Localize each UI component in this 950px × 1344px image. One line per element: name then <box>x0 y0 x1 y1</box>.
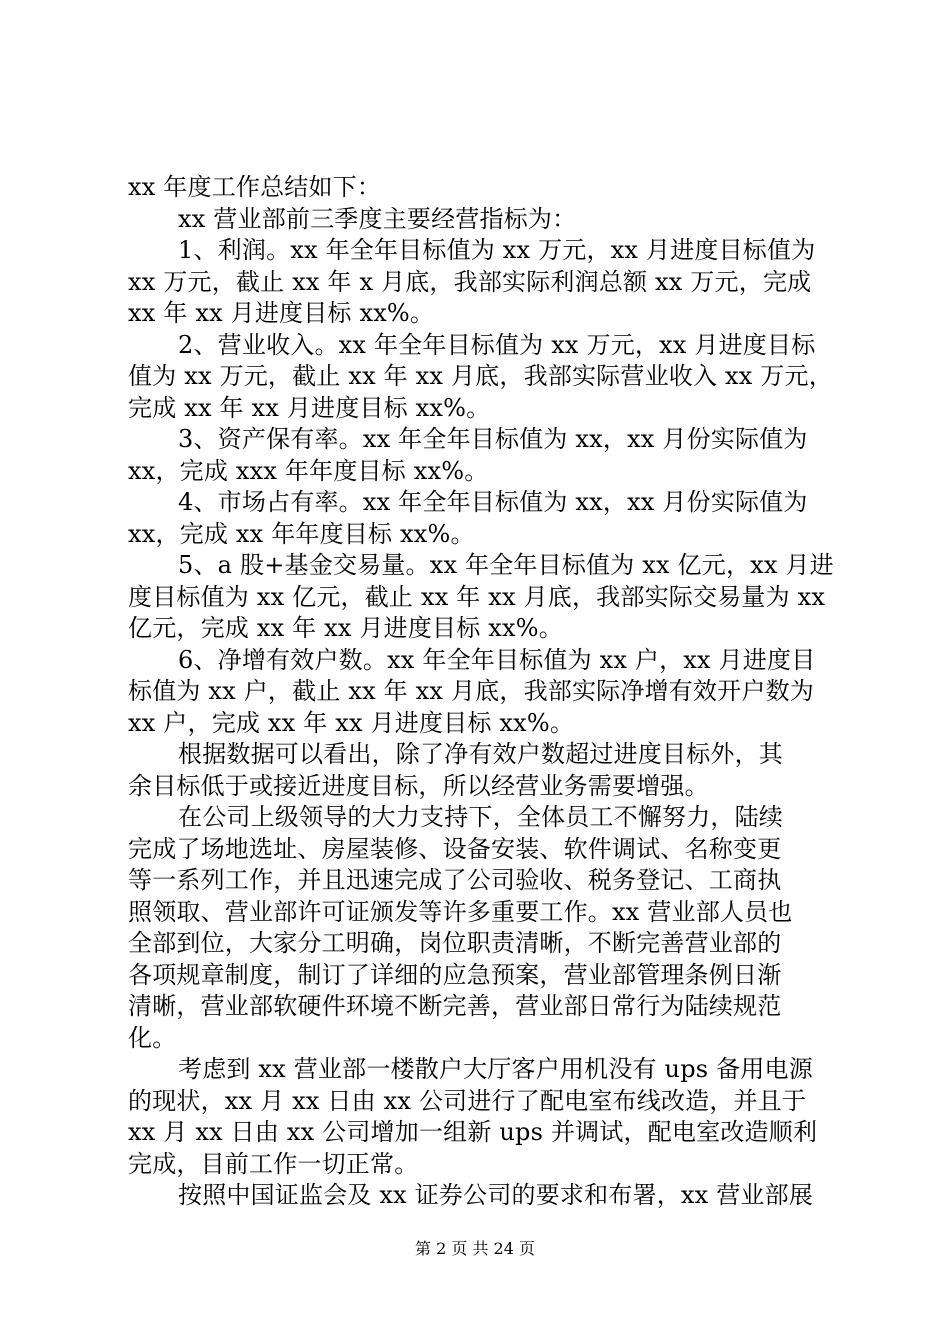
text-line: 3、资产保有率。xx 年全年目标值为 xx，xx 月份实际值为 <box>178 425 808 453</box>
text-line: 值为 xx 万元，截止 xx 年 xx 月底，我部实际营业收入 xx 万元， <box>128 362 833 390</box>
text-line: 度目标值为 xx 亿元，截止 xx 年 xx 月底，我部实际交易量为 xx <box>128 582 826 611</box>
text-line: 完成 xx 年 xx 月进度目标 xx%。 <box>128 393 491 422</box>
text-line: xx 万元，截止 xx 年 x 月底，我部实际利润总额 xx 万元，完成 <box>128 267 812 296</box>
text-line: 清晰，营业部软硬件环境不断完善，营业部日常行为陆续规范 <box>128 992 782 1020</box>
text-line: 在公司上级领导的大力支持下，全体员工不懈努力，陆续 <box>178 803 783 831</box>
text-line: 6、净增有效户数。xx 年全年目标值为 xx 户，xx 月进度目 <box>178 645 816 674</box>
text-line: 等一系列工作，并且迅速完成了公司验收、税务登记、工商执 <box>128 866 782 894</box>
document-body <box>128 172 834 1212</box>
text-line: xx 户，完成 xx 年 xx 月进度目标 xx%。 <box>128 708 575 737</box>
text-line: xx，完成 xxx 年年度目标 xx%。 <box>128 456 489 485</box>
text-line: xx 营业部前三季度主要经营指标为： <box>178 204 577 233</box>
text-line: xx 月 xx 日由 xx 公司增加一组新 ups 并调试，配电室改造顺利 <box>128 1118 818 1146</box>
page-number-footer: 第 2 页 共 24 页 <box>415 1239 535 1258</box>
text-line: 4、市场占有率。xx 年全年目标值为 xx，xx 月份实际值为 <box>178 488 808 516</box>
text-line: 标值为 xx 户，截止 xx 年 xx 月底，我部实际净增有效开户数为 <box>128 677 814 705</box>
text-line: 2、营业收入。xx 年全年目标值为 xx 万元，xx 月进度目标 <box>178 330 816 359</box>
text-line: 考虑到 xx 营业部一楼散户大厅客户用机没有 ups 备用电源 <box>178 1055 813 1083</box>
text-line: 余目标低于或接近进度目标，所以经营业务需要增强。 <box>128 771 709 800</box>
text-line: 1、利润。xx 年全年目标值为 xx 万元，xx 月进度目标值为 <box>178 236 816 264</box>
text-line: 的现状，xx 月 xx 日由 xx 公司进行了配电室布线改造，并且于 <box>128 1086 807 1115</box>
text-line: 化。 <box>128 1023 177 1052</box>
text-line: xx 年 xx 月进度目标 xx%。 <box>128 299 435 327</box>
text-line: xx，完成 xx 年年度目标 xx%。 <box>128 519 475 548</box>
text-line: 完成，目前工作一切正常。 <box>128 1149 419 1178</box>
text-line: 各项规章制度，制订了详细的应急预案，营业部管理条例日渐 <box>128 960 782 989</box>
text-line: 5、a 股+基金交易量。xx 年全年目标值为 xx 亿元，xx 月进 <box>178 551 834 579</box>
text-line: 按照中国证监会及 xx 证券公司的要求和布署，xx 营业部展 <box>178 1181 814 1209</box>
text-line: xx 年度工作总结如下： <box>128 173 382 201</box>
text-line: 全部到位，大家分工明确，岗位职责清晰，不断完善营业部的 <box>128 929 782 957</box>
text-line: 根据数据可以看出，除了净有效户数超过进度目标外，其 <box>178 740 783 768</box>
text-line: 亿元，完成 xx 年 xx 月进度目标 xx%。 <box>128 614 563 642</box>
text-line: 完成了场地选址、房屋装修、设备安装、软件调试、名称变更 <box>128 834 782 863</box>
text-line: 照领取、营业部许可证颁发等许多重要工作。xx 营业部人员也 <box>128 897 793 926</box>
